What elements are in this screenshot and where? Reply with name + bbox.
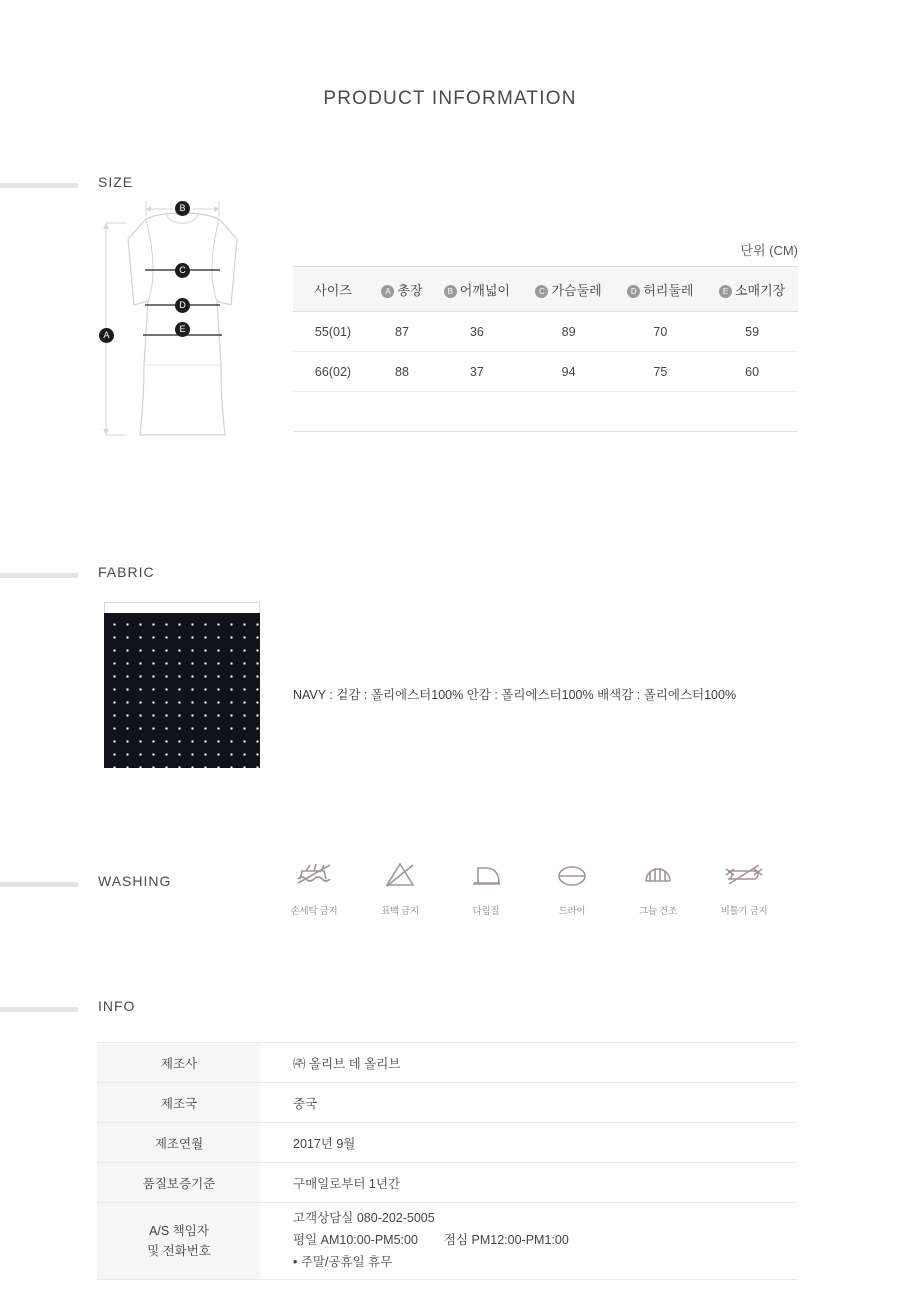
size-table-header-row bbox=[293, 267, 798, 312]
dry-clean-icon bbox=[542, 855, 602, 897]
size-unit-label: 단위 (CM) bbox=[740, 243, 798, 258]
cell-size: 55(01) bbox=[293, 312, 373, 352]
cell-waist: 75 bbox=[614, 352, 706, 392]
fabric-description: NAVY : 겉감 : 폴리에스터100% 안감 : 폴리에스터100% 배색감 : 폴리에스터100% bbox=[293, 688, 737, 702]
section-label-fabric: FABRIC bbox=[98, 564, 155, 580]
bleach-prohibited-icon bbox=[370, 855, 430, 897]
section-header-fabric bbox=[0, 564, 900, 584]
size-col-sleeve bbox=[706, 267, 798, 312]
section-rule bbox=[0, 573, 78, 578]
info-value-warranty: 구매일로부터 1년간 bbox=[293, 1176, 401, 1191]
size-badge-a: A bbox=[99, 328, 114, 343]
section-label-washing: WASHING bbox=[98, 873, 172, 889]
info-label-as-line2: 및 전화번호 bbox=[147, 1244, 211, 1258]
badge-d-icon: D bbox=[627, 285, 640, 298]
table-row bbox=[97, 1043, 798, 1083]
washing-caption: 그늘 건조 bbox=[639, 906, 677, 917]
size-col-length-label: 총장 bbox=[397, 282, 423, 298]
size-col-length bbox=[373, 267, 431, 312]
washing-item-shade-dry bbox=[628, 855, 688, 917]
table-row bbox=[293, 352, 798, 392]
cell-empty bbox=[373, 392, 431, 432]
washing-icon-row bbox=[284, 855, 774, 917]
cell-size: 66(02) bbox=[293, 352, 373, 392]
size-table bbox=[293, 266, 798, 432]
cell-sleeve: 59 bbox=[706, 312, 798, 352]
info-label-manufacturer: 제조사 bbox=[97, 1043, 261, 1083]
info-label-country: 제조국 bbox=[97, 1083, 261, 1123]
info-label-warranty: 품질보증기준 bbox=[97, 1163, 261, 1203]
cell-empty bbox=[706, 392, 798, 432]
washing-caption: 손세탁 금지 bbox=[290, 906, 338, 917]
size-col-sleeve-label: 소매기장 bbox=[735, 282, 786, 298]
size-diagram bbox=[85, 195, 280, 450]
cell-chest: 89 bbox=[523, 312, 615, 352]
as-note-holiday: • 주말/공휴일 휴무 bbox=[293, 1254, 393, 1269]
washing-item-iron bbox=[456, 855, 516, 917]
section-rule bbox=[0, 183, 78, 188]
as-hours-weekday: 평일 AM10:00-PM5:00 bbox=[293, 1233, 418, 1248]
swatch-guide-line bbox=[104, 602, 260, 603]
info-table bbox=[97, 1042, 798, 1280]
washing-item-bleach bbox=[370, 855, 430, 917]
washing-caption: 비틀기 금지 bbox=[720, 906, 768, 917]
washing-item-hand-wash bbox=[284, 855, 344, 917]
table-row bbox=[97, 1083, 798, 1123]
section-label-size: SIZE bbox=[98, 174, 134, 190]
cell-empty bbox=[523, 392, 615, 432]
badge-a-icon: A bbox=[381, 285, 394, 298]
washing-caption: 다림질 bbox=[472, 906, 500, 917]
info-label-as-line1: A/S 책임자 bbox=[149, 1224, 209, 1238]
as-phone-line: 고객상담실 080-202-5005 bbox=[293, 1211, 435, 1226]
section-label-info: INFO bbox=[98, 998, 136, 1014]
cell-empty bbox=[293, 392, 373, 432]
shade-dry-icon bbox=[628, 855, 688, 897]
table-row bbox=[97, 1163, 798, 1203]
cell-length: 87 bbox=[373, 312, 431, 352]
washing-item-dry-clean bbox=[542, 855, 602, 917]
cell-chest: 94 bbox=[523, 352, 615, 392]
size-col-chest-label: 가슴둘레 bbox=[551, 282, 602, 298]
table-row-empty bbox=[293, 392, 798, 432]
section-header-info bbox=[0, 998, 900, 1018]
cell-sleeve: 60 bbox=[706, 352, 798, 392]
badge-c-icon: C bbox=[535, 285, 548, 298]
info-value-country: 중국 bbox=[293, 1096, 318, 1111]
info-value-as bbox=[261, 1203, 798, 1280]
badge-b-icon: B bbox=[444, 285, 457, 298]
cell-waist: 70 bbox=[614, 312, 706, 352]
table-row bbox=[293, 312, 798, 352]
size-badge-d: D bbox=[175, 298, 190, 313]
fabric-swatch bbox=[104, 613, 260, 768]
size-badge-b: B bbox=[175, 201, 190, 216]
table-row bbox=[97, 1123, 798, 1163]
washing-caption: 드라이 bbox=[558, 906, 586, 917]
page-title: PRODUCT INFORMATION bbox=[323, 88, 577, 109]
size-col-size bbox=[293, 267, 373, 312]
size-badge-c: C bbox=[175, 263, 190, 278]
cell-length: 88 bbox=[373, 352, 431, 392]
info-value-date: 2017년 9월 bbox=[293, 1136, 356, 1151]
washing-item-no-wring bbox=[714, 855, 774, 917]
size-col-waist bbox=[614, 267, 706, 312]
size-col-waist-label: 허리둘레 bbox=[643, 282, 694, 298]
hand-wash-prohibited-icon bbox=[284, 855, 344, 897]
info-value-manufacturer: ㈜ 올리브 데 올리브 bbox=[293, 1056, 401, 1071]
size-col-shoulder bbox=[431, 267, 523, 312]
size-col-chest bbox=[523, 267, 615, 312]
cell-empty bbox=[614, 392, 706, 432]
iron-prohibited-icon bbox=[456, 855, 516, 897]
cell-empty bbox=[431, 392, 523, 432]
section-rule bbox=[0, 882, 78, 887]
size-col-size-label: 사이즈 bbox=[314, 282, 352, 298]
as-hours-lunch: 점심 PM12:00-PM1:00 bbox=[443, 1233, 569, 1248]
info-label-date: 제조연월 bbox=[97, 1123, 261, 1163]
cell-shoulder: 37 bbox=[431, 352, 523, 392]
badge-e-icon: E bbox=[719, 285, 732, 298]
cell-shoulder: 36 bbox=[431, 312, 523, 352]
section-header-size bbox=[0, 174, 900, 194]
no-wring-icon bbox=[714, 855, 774, 897]
size-badge-e: E bbox=[175, 322, 190, 337]
section-rule bbox=[0, 1007, 78, 1012]
table-row bbox=[97, 1203, 798, 1280]
washing-caption: 표백 금지 bbox=[381, 906, 419, 917]
size-col-shoulder-label: 어깨넓이 bbox=[459, 282, 510, 298]
info-label-as bbox=[97, 1203, 261, 1280]
